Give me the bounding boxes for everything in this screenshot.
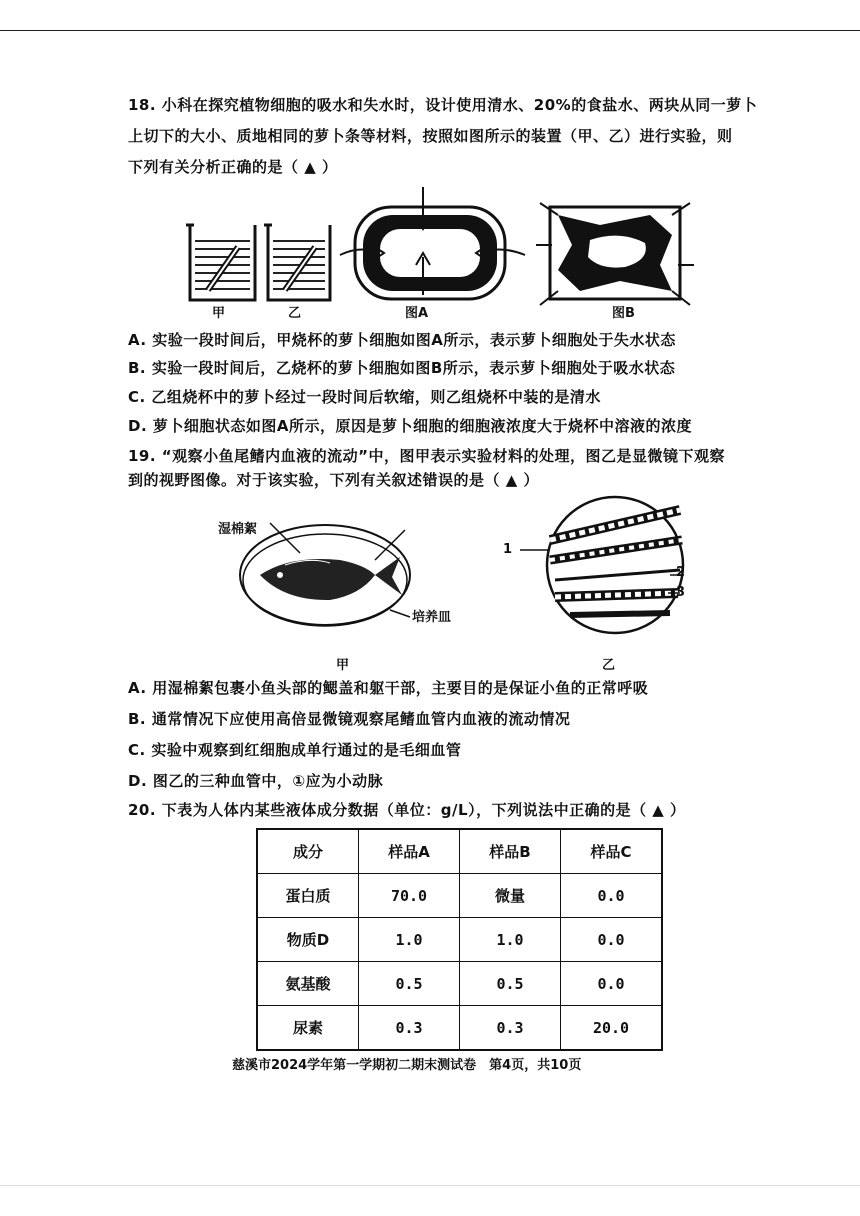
table-cell: 1.0 [359, 918, 460, 962]
table-cell: 蛋白质 [257, 874, 359, 918]
table-header-cell: 成分 [257, 829, 359, 874]
q19-stem-line-2: 到的视野图像。对于该实验，下列有关叙述错误的是（ ▲ ） [128, 471, 539, 489]
table-cell: 0.5 [359, 962, 460, 1006]
table-cell: 物质D [257, 918, 359, 962]
q18-option-b: B. 实验一段时间后，乙烧杯的萝卜细胞如图B所示，表示萝卜细胞处于吸水状态 [128, 359, 676, 377]
table-cell: 0.5 [460, 962, 561, 1006]
q18-stem-line-1: 18. 小科在探究植物细胞的吸水和失水时，设计使用清水、20%的食盐水、两块从同一萝卜 [128, 96, 758, 114]
table-cell: 0.3 [359, 1006, 460, 1051]
cell-a [340, 187, 525, 299]
q19-option-a: A. 用湿棉絮包裹小鱼头部的鳃盖和躯干部，主要目的是保证小鱼的正常呼吸 [128, 679, 649, 697]
table-header-cell: 样品B [460, 829, 561, 874]
q19-option-b: B. 通常情况下应使用高倍显微镜观察尾鳍血管内血液的流动情况 [128, 710, 571, 728]
q18-option-c: C. 乙组烧杯中的萝卜经过一段时间后软缩，则乙组烧杯中装的是清水 [128, 388, 601, 406]
q19-label-3: 3 [676, 585, 686, 600]
table-cell: 尿素 [257, 1006, 359, 1051]
table-cell: 20.0 [561, 1006, 663, 1051]
table-cell: 0.0 [561, 918, 663, 962]
q19-label-cotton: 湿棉絮 [218, 522, 258, 537]
table-cell: 微量 [460, 874, 561, 918]
cell-b [536, 203, 694, 305]
beaker-yi [264, 225, 330, 300]
q18-option-a: A. 实验一段时间后，甲烧杯的萝卜细胞如图A所示，表示萝卜细胞处于失水状态 [128, 331, 676, 349]
q18-label-jia: 甲 [212, 306, 226, 321]
q18-label-fig-b: 图B [612, 306, 635, 321]
table-header-row [257, 829, 662, 874]
q19-label-2: 2 [676, 565, 686, 580]
bottom-rule [0, 1185, 860, 1186]
table-row [257, 918, 662, 962]
q19-figure [230, 495, 700, 645]
q18-label-yi: 乙 [288, 306, 302, 321]
q19-label-jia: 甲 [336, 658, 350, 673]
microscope-view [520, 497, 686, 633]
table-cell: 70.0 [359, 874, 460, 918]
beaker-jia [186, 225, 255, 300]
q18-label-fig-a: 图A [405, 306, 429, 321]
q18-figure [180, 185, 740, 325]
table-cell: 0.0 [561, 874, 663, 918]
table-cell: 氨基酸 [257, 962, 359, 1006]
q18-stem-line-3: 下列有关分析正确的是（ ▲ ） [128, 158, 338, 176]
q19-option-c: C. 实验中观察到红细胞成单行通过的是毛细血管 [128, 741, 462, 759]
table-header-cell: 样品C [561, 829, 663, 874]
table-cell: 0.3 [460, 1006, 561, 1051]
page-footer: 慈溪市2024学年第一学期初二期末测试卷 第4页，共10页 [232, 1058, 582, 1073]
q19-label-1: 1 [503, 542, 513, 557]
q18-option-d: D. 萝卜细胞状态如图A所示，原因是萝卜细胞的细胞液浓度大于烧杯中溶液的浓度 [128, 417, 692, 435]
table-row [257, 962, 662, 1006]
q20-stem: 20. 下表为人体内某些液体成分数据（单位：g/L），下列说法中正确的是（ ▲ ） [128, 801, 686, 819]
table-header-cell: 样品A [359, 829, 460, 874]
q19-option-d: D. 图乙的三种血管中，①应为小动脉 [128, 772, 384, 790]
q19-label-dish: 培养皿 [412, 610, 452, 625]
table-row [257, 1006, 662, 1051]
table-cell: 1.0 [460, 918, 561, 962]
q18-stem-line-2: 上切下的大小、质地相同的萝卜条等材料，按照如图所示的装置（甲、乙）进行实验，则 [128, 127, 733, 145]
petri-dish-fish [240, 523, 410, 626]
top-rule [0, 30, 860, 31]
q19-stem-line-1: 19. “观察小鱼尾鳍内血液的流动”中，图甲表示实验材料的处理，图乙是显微镜下观察 [128, 447, 726, 465]
q20-table [256, 828, 663, 1051]
table-cell: 0.0 [561, 962, 663, 1006]
table-row [257, 874, 662, 918]
q19-label-yi: 乙 [602, 658, 616, 673]
